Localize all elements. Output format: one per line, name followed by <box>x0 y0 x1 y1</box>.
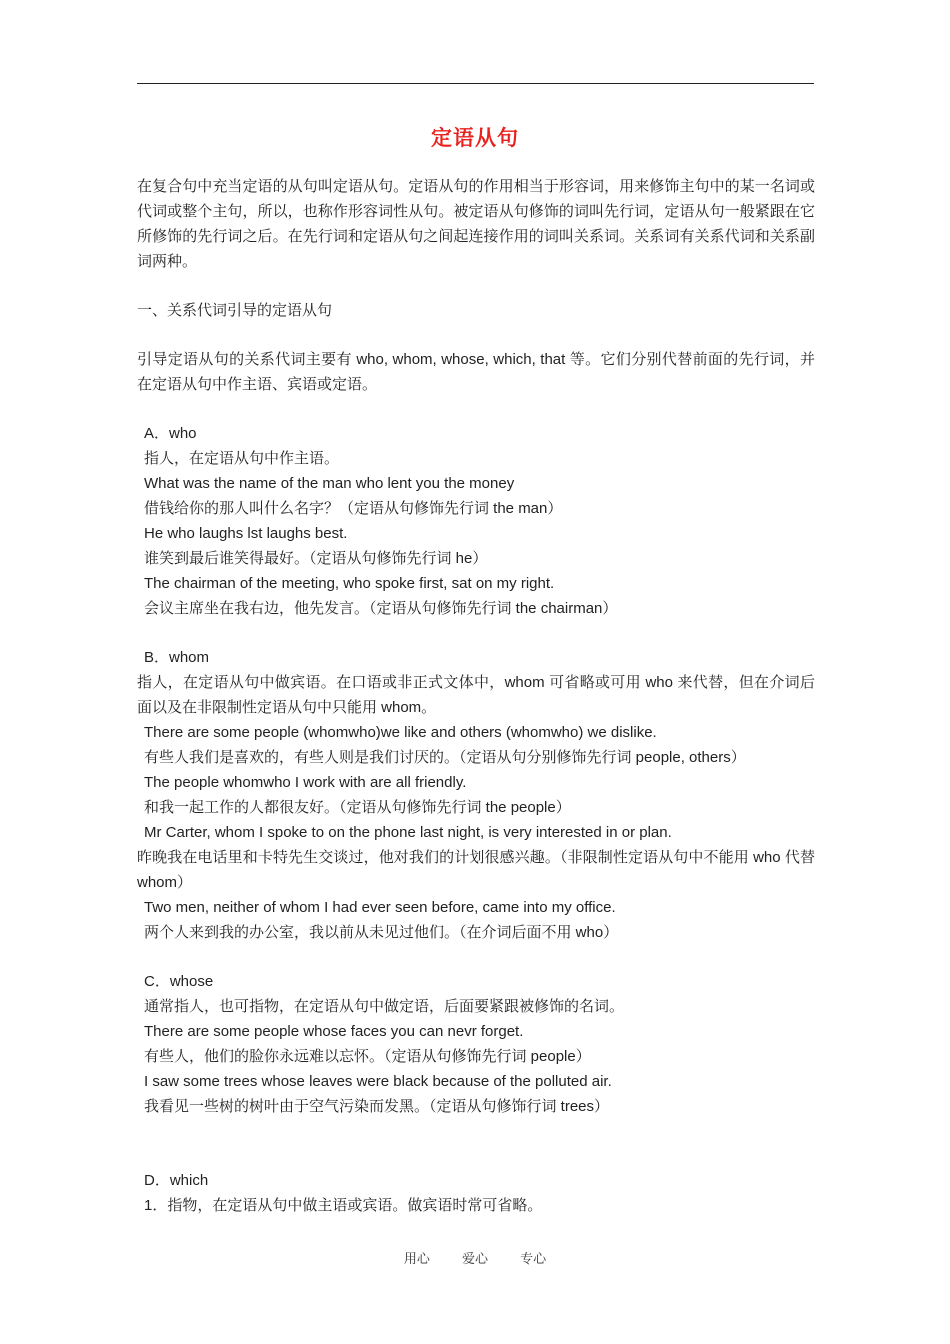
document-body <box>137 174 815 1218</box>
translation-line: 我看见一些树的树叶由于空气污染而发黑。（定语从句修饰行词 trees） <box>144 1098 610 1115</box>
text-line: 1．指物，在定语从句中做主语或宾语。做宾语时常可省略。 <box>144 1197 543 1214</box>
example-sentence: He who laughs lst laughs best. <box>144 525 348 542</box>
translation-line: 会议主席坐在我右边，他先发言。（定语从句修饰先行词 the chairman） <box>144 600 618 617</box>
example-sentence: I saw some trees whose leaves were black because of the polluted air. <box>144 1073 612 1090</box>
subsection-heading-who: A．who <box>144 425 197 442</box>
subsection-heading-whom: B．whom <box>144 649 210 666</box>
page-title: 定语从句 <box>431 127 519 150</box>
example-sentence: Two men, neither of whom I had ever seen before, came into my office. <box>144 899 616 916</box>
text-line: 通常指人，也可指物，在定语从句中做定语，后面要紧跟被修饰的名词。 <box>144 998 625 1015</box>
page-footer <box>0 1248 950 1267</box>
example-sentence: There are some people whose faces you can nevr forget. <box>144 1023 524 1040</box>
section-intro: 引导定语从句的关系代词主要有 who, whom, whose, which, that 等。它们分别代替前面的先行词，并在定语从句中作主语、宾语或定语。 <box>137 351 815 393</box>
example-sentence: Mr Carter, whom I spoke to on the phone last night, is very interested in or plan. <box>144 824 672 841</box>
intro-paragraph: 在复合句中充当定语的从句叫定语从句。定语从句的作用相当于形容词，用来修饰主句中的某一名词或代词或整个主句，所以，也称作形容词性从句。被定语从句修饰的词叫先行词，定语从句一般紧跟在它所修饰的先行词之后。在先行词和定语从句之间起连接作用的词叫关系词。关系词有关系代词和关系副词两种。 <box>137 178 815 270</box>
example-sentence: The people whomwho I work with are all friendly. <box>144 774 467 791</box>
example-sentence: What was the name of the man who lent you the money <box>144 475 515 492</box>
subsection-heading-whose: C．whose <box>144 973 214 990</box>
translation-line: 借钱给你的那人叫什么名字？（定语从句修饰先行词 the man） <box>144 500 563 517</box>
example-sentence: There are some people (whomwho)we like and others (whomwho) we dislike. <box>144 724 657 741</box>
footer-text: 爱心 <box>461 1252 488 1267</box>
subsection-heading-which: D．which <box>144 1172 209 1189</box>
header-rule <box>137 83 814 84</box>
translation-note: 昨晚我在电话里和卡特先生交谈过，他对我们的计划很感兴趣。（非限制性定语从句中不能用 who 代替 whom） <box>137 849 815 891</box>
footer-text: 用心 <box>403 1252 430 1267</box>
text-paragraph: 指人，在定语从句中做宾语。在口语或非正式文体中，whom 可省略或可用 who 来代替，但在介词后面以及在非限制性定语从句中只能用 whom。 <box>137 674 815 716</box>
translation-line: 谁笑到最后谁笑得最好。（定语从句修饰先行词 he） <box>144 550 488 567</box>
translation-line: 有些人，他们的脸你永远难以忘怀。（定语从句修饰先行词 people） <box>144 1048 591 1065</box>
section-heading: 一、关系代词引导的定语从句 <box>137 302 333 319</box>
translation-line: 和我一起工作的人都很友好。（定语从句修饰先行词 the people） <box>144 799 571 816</box>
text-line: 指人，在定语从句中作主语。 <box>144 450 340 467</box>
translation-line: 有些人我们是喜欢的，有些人则是我们讨厌的。（定语从句分别修饰先行词 people, others） <box>144 749 746 766</box>
footer-text: 专心 <box>520 1252 547 1267</box>
example-sentence: The chairman of the meeting, who spoke first, sat on my right. <box>144 575 555 592</box>
translation-line: 两个人来到我的办公室，我以前从未见过他们。（在介词后面不用 who） <box>144 924 619 941</box>
